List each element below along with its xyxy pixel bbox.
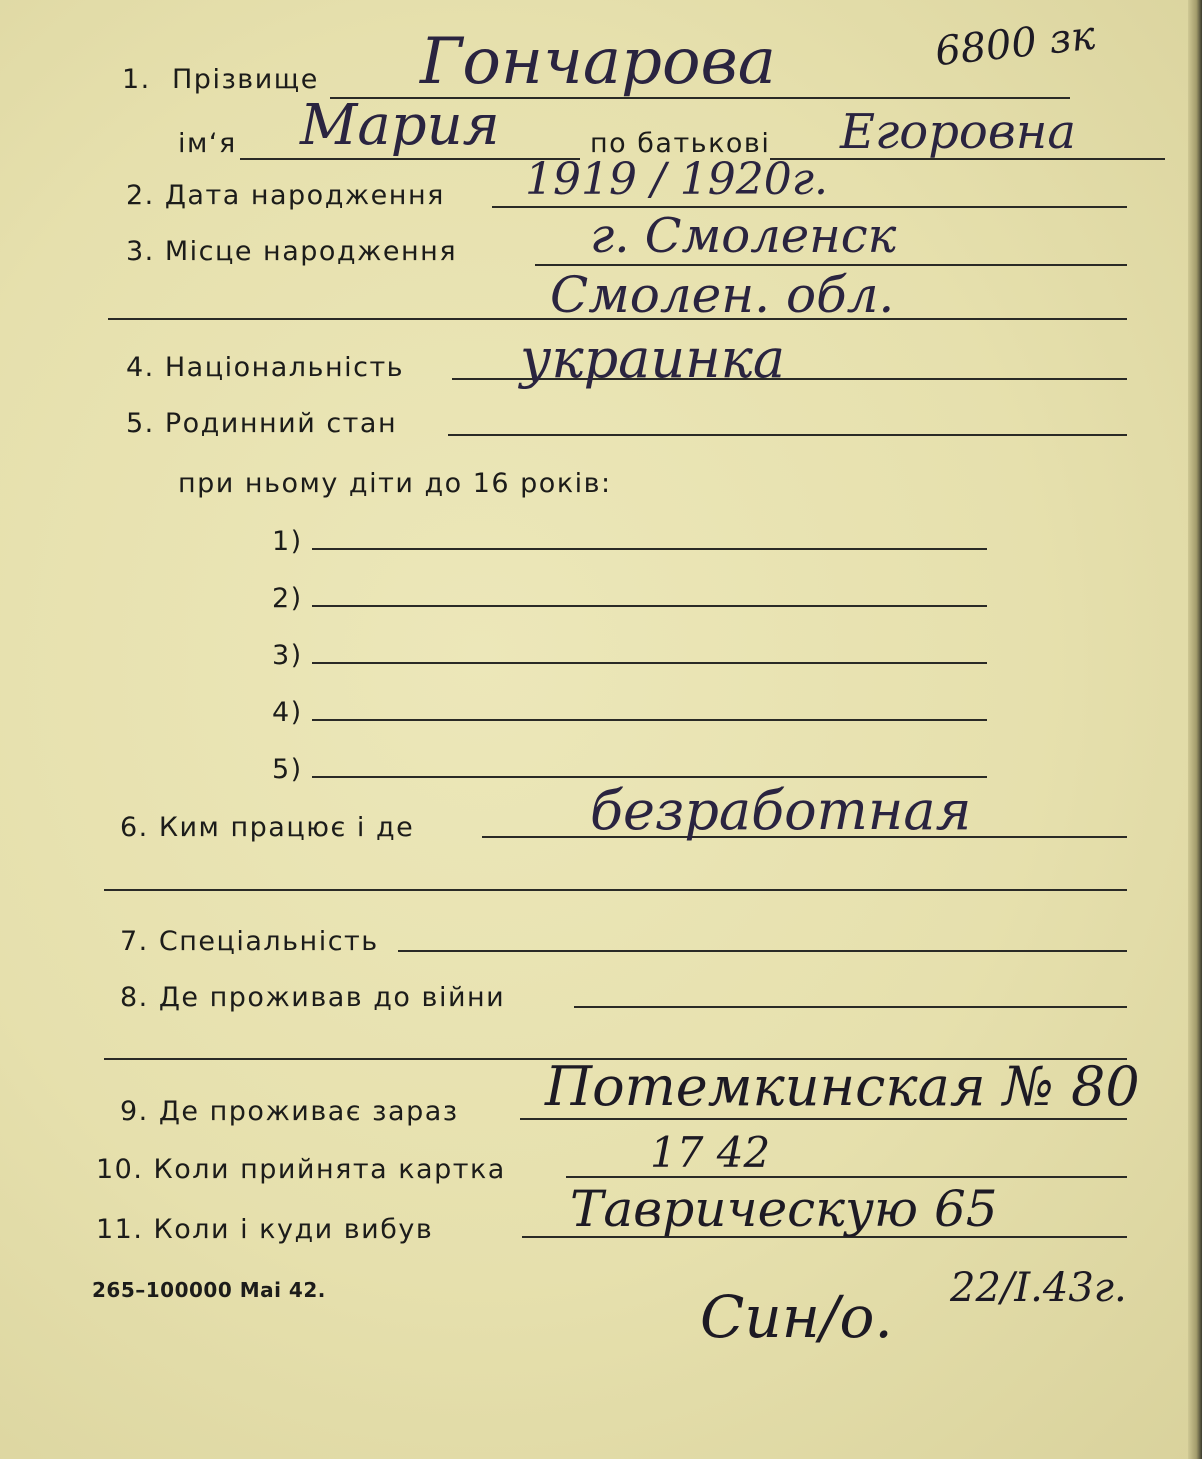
- field-6-label: 6. Ким працює і де: [120, 812, 415, 843]
- surname-value: Гончарова: [420, 25, 776, 99]
- field-9-label: 9. Де проживає зараз: [120, 1096, 459, 1127]
- child-slot-2-label: 2): [272, 583, 303, 614]
- name-value: Мария: [300, 93, 500, 158]
- birth-place-value-2: Смолен. обл.: [550, 266, 895, 324]
- field-1-number: 1.: [122, 64, 151, 95]
- card-edge-shadow: [1188, 0, 1202, 1459]
- work-value: безработная: [590, 779, 972, 842]
- patronymic-value: Егоровна: [840, 104, 1076, 160]
- print-code: 265–100000 Маі 42.: [92, 1278, 326, 1302]
- field-name-label: ім‘я: [178, 128, 237, 159]
- speciality-line: [398, 950, 1127, 952]
- child-slot-4-line: [312, 719, 987, 721]
- marital-status-line: [448, 434, 1127, 436]
- card-date-value: 17 42: [650, 1128, 771, 1177]
- work-line-2: [104, 889, 1127, 891]
- current-address-value: Потемкинская № 80: [545, 1055, 1140, 1118]
- departure-value: Таврическую 65: [570, 1180, 998, 1238]
- children-label: при ньому діти до 16 років:: [178, 468, 612, 499]
- card-number: 6800 зк: [933, 12, 1098, 76]
- birth-date-value: 1919 / 1920г.: [525, 154, 828, 205]
- field-patronymic-label: по батькові: [590, 128, 771, 159]
- child-slot-3-label: 3): [272, 640, 303, 671]
- child-slot-5-line: [312, 776, 987, 778]
- child-slot-2-line: [312, 605, 987, 607]
- child-slot-3-line: [312, 662, 987, 664]
- child-slot-1-label: 1): [272, 526, 303, 557]
- field-4-label: 4. Національність: [126, 352, 405, 383]
- current-address-line: [520, 1118, 1127, 1120]
- field-11-label: 11. Коли і куди вибув: [96, 1214, 434, 1245]
- nationality-value: украинка: [520, 327, 786, 390]
- field-3-label: 3. Місце народження: [126, 236, 458, 267]
- field-5-label: 5. Родинний стан: [126, 408, 398, 439]
- birth-place-value-1: г. Смоленск: [590, 208, 897, 264]
- field-8-label: 8. Де проживав до війни: [120, 982, 506, 1013]
- child-slot-1-line: [312, 548, 987, 550]
- field-7-label: 7. Спеціальність: [120, 926, 379, 957]
- child-slot-5-label: 5): [272, 754, 303, 785]
- field-2-label: 2. Дата народження: [126, 180, 445, 211]
- field-surname-label: Прізвище: [172, 64, 319, 95]
- field-10-label: 10. Коли прийнята картка: [96, 1154, 506, 1185]
- signature-note: Син/о.: [700, 1283, 893, 1351]
- departure-date: 22/I.43г.: [950, 1265, 1127, 1311]
- child-slot-4-label: 4): [272, 697, 303, 728]
- prewar-address-line-1: [574, 1006, 1127, 1008]
